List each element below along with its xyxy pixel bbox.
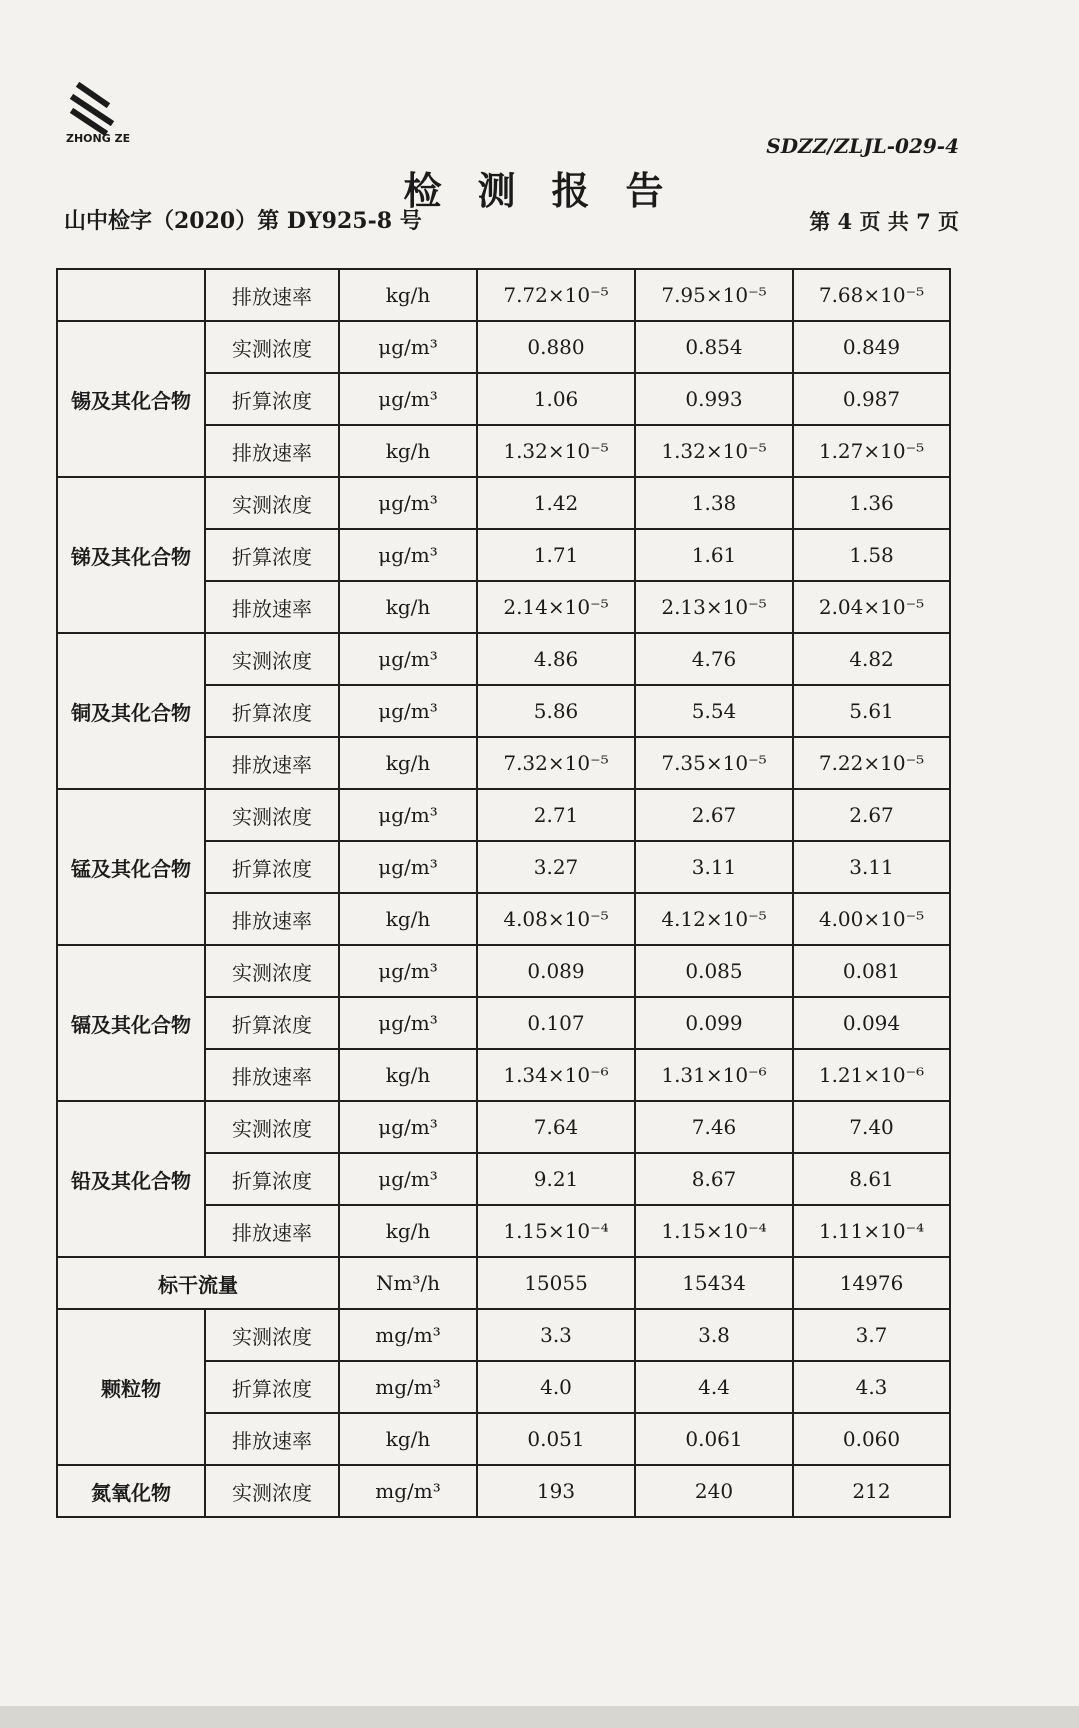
item-cell: 实测浓度 — [205, 321, 339, 373]
value-cell: 1.34×10⁻⁶ — [477, 1049, 635, 1101]
group-cell: 铜及其化合物 — [57, 633, 205, 789]
value-cell: 0.089 — [477, 945, 635, 997]
table-row — [57, 1101, 950, 1153]
value-cell: 15434 — [635, 1257, 793, 1309]
unit-cell: μg/m³ — [339, 633, 477, 685]
unit-cell: Nm³/h — [339, 1257, 477, 1309]
value-cell: 15055 — [477, 1257, 635, 1309]
group-cell: 锰及其化合物 — [57, 789, 205, 945]
unit-cell: kg/h — [339, 269, 477, 321]
value-cell: 14976 — [793, 1257, 950, 1309]
value-cell: 7.64 — [477, 1101, 635, 1153]
value-cell: 1.06 — [477, 373, 635, 425]
group-cell: 锑及其化合物 — [57, 477, 205, 633]
report-reference-number: 山中检字（2020）第 DY925-8 号 — [64, 208, 422, 234]
item-cell: 实测浓度 — [205, 945, 339, 997]
unit-cell: kg/h — [339, 1413, 477, 1465]
value-cell: 7.72×10⁻⁵ — [477, 269, 635, 321]
value-cell: 2.04×10⁻⁵ — [793, 581, 950, 633]
unit-cell: μg/m³ — [339, 789, 477, 841]
value-cell: 1.38 — [635, 477, 793, 529]
table-row — [57, 1257, 950, 1309]
unit-cell: μg/m³ — [339, 685, 477, 737]
value-cell: 0.987 — [793, 373, 950, 425]
value-cell: 0.849 — [793, 321, 950, 373]
value-cell: 0.081 — [793, 945, 950, 997]
unit-cell: kg/h — [339, 1049, 477, 1101]
table-row — [57, 269, 950, 321]
item-cell: 排放速率 — [205, 269, 339, 321]
value-cell: 7.32×10⁻⁵ — [477, 737, 635, 789]
value-cell: 3.11 — [635, 841, 793, 893]
value-cell: 4.12×10⁻⁵ — [635, 893, 793, 945]
value-cell: 2.14×10⁻⁵ — [477, 581, 635, 633]
page-title: 检测报告 — [403, 168, 700, 213]
table-row — [57, 945, 950, 997]
unit-cell: μg/m³ — [339, 1101, 477, 1153]
table-row — [57, 1465, 950, 1517]
value-cell: 1.36 — [793, 477, 950, 529]
table-row — [57, 789, 950, 841]
value-cell: 3.11 — [793, 841, 950, 893]
value-cell: 4.3 — [793, 1361, 950, 1413]
unit-cell: μg/m³ — [339, 945, 477, 997]
page-number: 第 4 页 共 7 页 — [809, 209, 959, 234]
item-cell: 排放速率 — [205, 581, 339, 633]
value-cell: 1.58 — [793, 529, 950, 581]
unit-cell: μg/m³ — [339, 529, 477, 581]
unit-cell: mg/m³ — [339, 1361, 477, 1413]
document-code: SDZZ/ZLJL-029-4 — [766, 134, 959, 158]
item-cell: 折算浓度 — [205, 1361, 339, 1413]
group-cell: 锡及其化合物 — [57, 321, 205, 477]
value-cell: 0.061 — [635, 1413, 793, 1465]
value-cell: 3.8 — [635, 1309, 793, 1361]
item-cell: 排放速率 — [205, 1049, 339, 1101]
value-cell: 8.61 — [793, 1153, 950, 1205]
value-cell: 3.7 — [793, 1309, 950, 1361]
item-cell: 实测浓度 — [205, 633, 339, 685]
value-cell: 4.86 — [477, 633, 635, 685]
value-cell: 1.61 — [635, 529, 793, 581]
value-cell: 0.060 — [793, 1413, 950, 1465]
item-cell: 排放速率 — [205, 893, 339, 945]
value-cell: 212 — [793, 1465, 950, 1517]
unit-cell: kg/h — [339, 425, 477, 477]
unit-cell: μg/m³ — [339, 477, 477, 529]
value-cell: 3.3 — [477, 1309, 635, 1361]
unit-cell: μg/m³ — [339, 321, 477, 373]
unit-cell: kg/h — [339, 581, 477, 633]
value-cell: 0.854 — [635, 321, 793, 373]
item-cell: 实测浓度 — [205, 1465, 339, 1517]
value-cell: 5.86 — [477, 685, 635, 737]
item-cell: 折算浓度 — [205, 373, 339, 425]
value-cell: 0.085 — [635, 945, 793, 997]
item-cell: 折算浓度 — [205, 685, 339, 737]
value-cell: 1.15×10⁻⁴ — [477, 1205, 635, 1257]
unit-cell: mg/m³ — [339, 1465, 477, 1517]
value-cell: 1.11×10⁻⁴ — [793, 1205, 950, 1257]
logo-text: ZHONG ZE — [66, 132, 131, 145]
item-cell: 排放速率 — [205, 1413, 339, 1465]
value-cell: 7.95×10⁻⁵ — [635, 269, 793, 321]
table-row — [57, 633, 950, 685]
unit-cell: μg/m³ — [339, 1153, 477, 1205]
value-cell: 1.31×10⁻⁶ — [635, 1049, 793, 1101]
group-cell: 铅及其化合物 — [57, 1101, 205, 1257]
value-cell: 1.15×10⁻⁴ — [635, 1205, 793, 1257]
value-cell: 0.094 — [793, 997, 950, 1049]
value-cell: 4.08×10⁻⁵ — [477, 893, 635, 945]
value-cell: 1.27×10⁻⁵ — [793, 425, 950, 477]
value-cell: 7.35×10⁻⁵ — [635, 737, 793, 789]
item-cell: 实测浓度 — [205, 1309, 339, 1361]
results-table — [56, 268, 951, 1518]
value-cell: 4.82 — [793, 633, 950, 685]
unit-cell: μg/m³ — [339, 373, 477, 425]
item-cell: 排放速率 — [205, 1205, 339, 1257]
value-cell: 1.21×10⁻⁶ — [793, 1049, 950, 1101]
table-row — [57, 477, 950, 529]
value-cell: 7.22×10⁻⁵ — [793, 737, 950, 789]
item-cell: 折算浓度 — [205, 997, 339, 1049]
table-row — [57, 321, 950, 373]
zhongze-logo-icon — [66, 78, 136, 158]
value-cell: 9.21 — [477, 1153, 635, 1205]
value-cell: 8.67 — [635, 1153, 793, 1205]
group-cell: 氮氧化物 — [57, 1465, 205, 1517]
item-cell: 实测浓度 — [205, 1101, 339, 1153]
value-cell: 0.099 — [635, 997, 793, 1049]
table-row — [57, 1309, 950, 1361]
value-cell: 1.71 — [477, 529, 635, 581]
item-cell: 折算浓度 — [205, 1153, 339, 1205]
value-cell: 7.46 — [635, 1101, 793, 1153]
value-cell: 0.107 — [477, 997, 635, 1049]
page-bottom-edge — [0, 1706, 1079, 1728]
group-cell: 镉及其化合物 — [57, 945, 205, 1101]
value-cell: 4.76 — [635, 633, 793, 685]
value-cell: 193 — [477, 1465, 635, 1517]
unit-cell: kg/h — [339, 1205, 477, 1257]
value-cell: 5.54 — [635, 685, 793, 737]
value-cell: 4.4 — [635, 1361, 793, 1413]
value-cell: 2.13×10⁻⁵ — [635, 581, 793, 633]
value-cell: 0.880 — [477, 321, 635, 373]
group-cell — [57, 269, 205, 321]
group-cell: 标干流量 — [57, 1257, 339, 1309]
item-cell: 折算浓度 — [205, 841, 339, 893]
item-cell: 实测浓度 — [205, 789, 339, 841]
unit-cell: kg/h — [339, 893, 477, 945]
value-cell: 240 — [635, 1465, 793, 1517]
group-cell: 颗粒物 — [57, 1309, 205, 1465]
unit-cell: mg/m³ — [339, 1309, 477, 1361]
value-cell: 5.61 — [793, 685, 950, 737]
value-cell: 7.68×10⁻⁵ — [793, 269, 950, 321]
value-cell: 0.051 — [477, 1413, 635, 1465]
item-cell: 折算浓度 — [205, 529, 339, 581]
value-cell: 2.67 — [793, 789, 950, 841]
value-cell: 1.32×10⁻⁵ — [477, 425, 635, 477]
value-cell: 1.32×10⁻⁵ — [635, 425, 793, 477]
value-cell: 1.42 — [477, 477, 635, 529]
unit-cell: μg/m³ — [339, 997, 477, 1049]
value-cell: 4.0 — [477, 1361, 635, 1413]
value-cell: 2.67 — [635, 789, 793, 841]
item-cell: 实测浓度 — [205, 477, 339, 529]
value-cell: 3.27 — [477, 841, 635, 893]
item-cell: 排放速率 — [205, 425, 339, 477]
value-cell: 4.00×10⁻⁵ — [793, 893, 950, 945]
item-cell: 排放速率 — [205, 737, 339, 789]
value-cell: 0.993 — [635, 373, 793, 425]
unit-cell: μg/m³ — [339, 841, 477, 893]
value-cell: 2.71 — [477, 789, 635, 841]
unit-cell: kg/h — [339, 737, 477, 789]
value-cell: 7.40 — [793, 1101, 950, 1153]
